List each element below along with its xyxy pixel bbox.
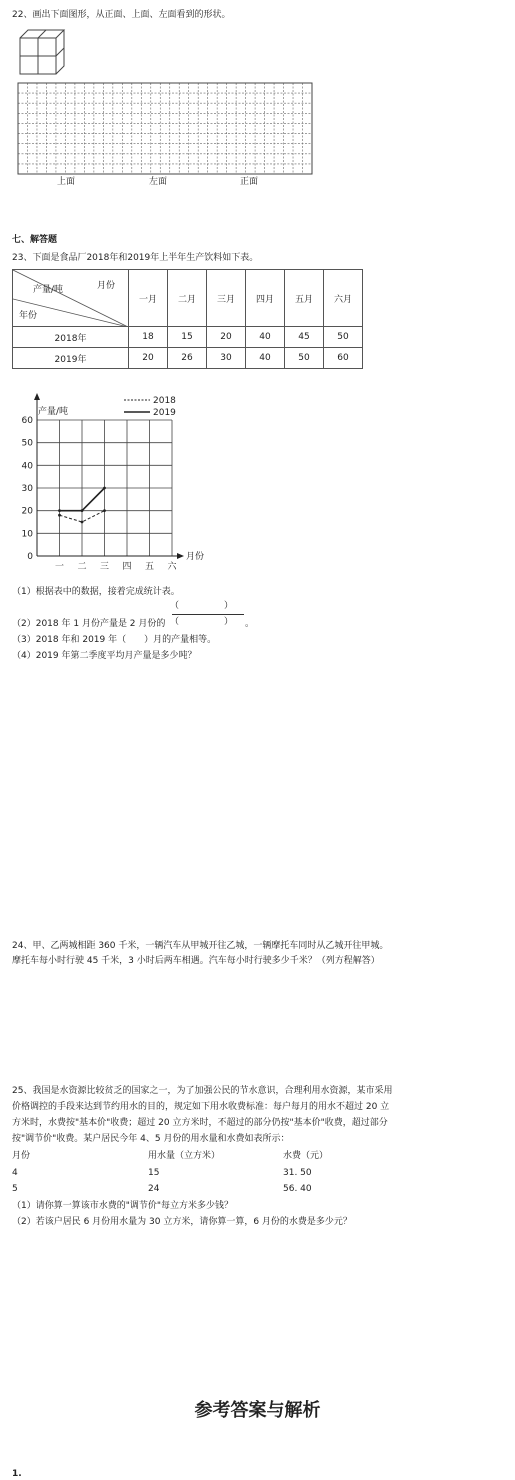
month-header: 三月 — [207, 270, 246, 327]
value-cell: 60 — [324, 348, 363, 369]
water-header-usage: 用水量（立方米） — [148, 1151, 221, 1161]
q23-sub4: （4）2019 年第二季度平均月产量是多少吨？ — [12, 651, 197, 661]
y-tick-label: 60 — [21, 416, 33, 426]
production-line-chart — [12, 392, 242, 578]
production-table — [12, 269, 363, 369]
sentence-end: 。 — [245, 619, 255, 629]
data-point-2018 — [81, 521, 84, 524]
y-tick-label: 40 — [21, 461, 33, 472]
month-header: 六月 — [324, 270, 363, 327]
q22-title: 22、画出下面图形，从正面、上面、左面看到的形状。 — [12, 10, 231, 20]
month-header: 四月 — [246, 270, 285, 327]
month-header: 一月 — [129, 270, 168, 327]
data-point-2018 — [103, 509, 106, 512]
corner-year-label: 年份 — [19, 311, 38, 321]
q25-line4: 按"调节价"收费。某户居民今年 4、5 月份的用水量和水费如表所示： — [12, 1134, 290, 1144]
data-point-2019 — [103, 487, 106, 490]
y-axis-arrow — [34, 393, 40, 400]
value-cell: 30 — [207, 348, 246, 369]
answers-heading: 参考答案与解析 — [194, 1400, 321, 1421]
label-top-view: 上面 — [57, 177, 76, 187]
month-header: 二月 — [168, 270, 207, 327]
q25-line1: 25、我国是水资源比较贫乏的国家之一，为了加强公民的节水意识，合理利用水资源，某市采用 — [12, 1086, 393, 1096]
y-tick-label: 0 — [27, 552, 33, 562]
water-header-month: 月份 — [12, 1151, 31, 1161]
y-tick-label: 20 — [21, 506, 33, 517]
corner-month-label: 月份 — [97, 281, 116, 291]
x-axis-label: 月份 — [186, 552, 205, 562]
x-tick-label: 六 — [167, 562, 177, 572]
q23-sub3: （3）2018 年和 2019 年（ ）月的产量相等。 — [12, 635, 217, 645]
y-axis-label: 产量/吨 — [38, 407, 69, 417]
y-tick-label: 50 — [21, 438, 33, 449]
value-cell: 40 — [246, 327, 285, 348]
legend-label-2018: 2018 — [153, 396, 176, 406]
value-cell: 15 — [168, 327, 207, 348]
data-point-2019 — [81, 509, 84, 512]
water-cell: 31. 50 — [283, 1168, 312, 1178]
answer-item-number: 1. — [12, 1469, 22, 1479]
water-cell: 5 — [12, 1184, 18, 1194]
water-cell: 24 — [148, 1184, 160, 1194]
data-point-2019 — [58, 509, 61, 512]
value-cell: 26 — [168, 348, 207, 369]
q25-sub2: （2）若该户居民 6 月份用水量为 30 立方米，请你算一算，6 月份的水费是多少元？ — [12, 1217, 352, 1227]
x-tick-label: 五 — [144, 562, 155, 572]
data-point-2018 — [58, 514, 61, 517]
y-tick-label: 30 — [21, 484, 33, 494]
fraction-numerator[interactable]: （ ） — [170, 601, 234, 611]
q24-line1: 24、甲、乙两城相距 360 千米，一辆汽车从甲城开往乙城，一辆摩托车同时从乙城开往甲城。 — [12, 941, 389, 951]
drawing-grid[interactable] — [17, 82, 313, 176]
x-axis-arrow — [177, 553, 184, 559]
section-title: 七、解答题 — [12, 235, 58, 245]
value-cell: 18 — [129, 327, 168, 348]
label-left-view: 左面 — [149, 177, 168, 187]
value-cell: 50 — [324, 327, 363, 348]
year-cell: 2019年 — [13, 348, 129, 369]
corner-output-label: 产量/吨 — [33, 285, 64, 295]
label-front-view: 正面 — [240, 177, 259, 187]
water-cell: 15 — [148, 1168, 160, 1178]
q25-sub1: （1）请你算一算该市水费的"调节价"每立方米多少钱？ — [12, 1201, 234, 1211]
water-cell: 4 — [12, 1168, 18, 1178]
legend-label-2019: 2019 — [153, 408, 176, 418]
q23-sub2: （2）2018 年 1 月份产量是 2 月份的 — [12, 619, 166, 629]
year-cell: 2018年 — [13, 327, 129, 348]
q25-line3: 方米时，水费按"基本价"收费；超过 20 立方米时，不超过的部分仍按"基本价"收费，超过部分 — [12, 1118, 388, 1128]
q25-line2: 价格调控的手段来达到节约用水的目的，规定如下用水收费标准：每户每月的用水不超过 20 立 — [12, 1102, 390, 1112]
water-header-fee: 水费（元） — [283, 1151, 329, 1161]
x-tick-label: 三 — [99, 562, 110, 572]
y-tick-label: 10 — [21, 529, 33, 540]
fraction-denominator[interactable]: （ ） — [170, 617, 234, 627]
month-header: 五月 — [285, 270, 324, 327]
table-corner-cell — [13, 270, 129, 327]
x-tick-label: 二 — [77, 562, 87, 572]
x-tick-label: 一 — [54, 562, 65, 572]
x-tick-label: 四 — [122, 562, 132, 572]
value-cell: 40 — [246, 348, 285, 369]
value-cell: 20 — [207, 327, 246, 348]
cube-stack-figure — [18, 28, 66, 76]
q24-line2: 摩托车每小时行驶 45 千米，3 小时后两车相遇。汽车每小时行驶多少千米？（列方程解答） — [12, 956, 380, 966]
fraction-bar — [172, 614, 244, 615]
q23-title: 23、下面是食品厂2018年和2019年上半年生产饮料如下表。 — [12, 253, 259, 263]
value-cell: 50 — [285, 348, 324, 369]
q23-sub1: （1）根据表中的数据，接着完成统计表。 — [12, 587, 180, 597]
value-cell: 45 — [285, 327, 324, 348]
value-cell: 20 — [129, 348, 168, 369]
water-cell: 56. 40 — [283, 1184, 312, 1194]
